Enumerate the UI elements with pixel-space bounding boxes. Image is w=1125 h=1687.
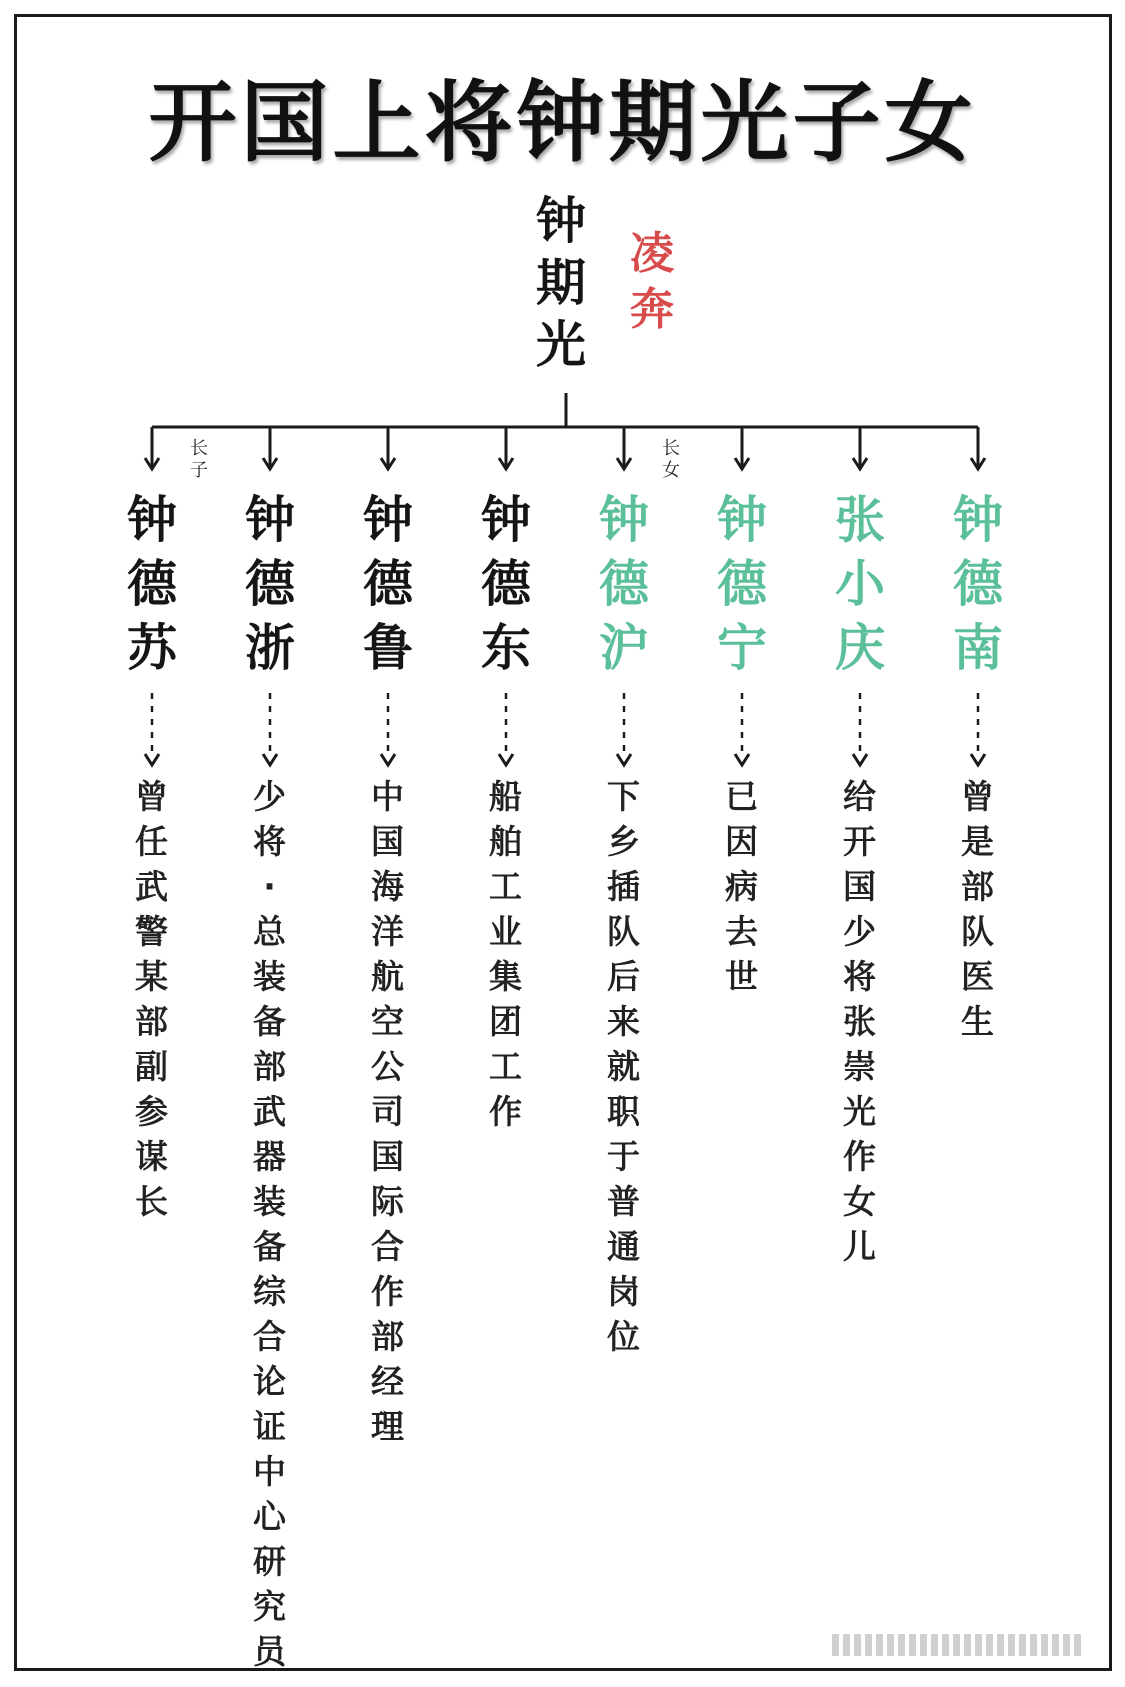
glyph: 任 [135,822,168,861]
glyph: 作 [371,1272,404,1311]
child-description [371,777,404,1446]
glyph: 副 [135,1047,168,1086]
glyph: 总 [253,912,286,951]
glyph: 南 [953,619,1003,677]
glyph: 钟 [536,192,586,250]
glyph: 张 [843,1002,876,1041]
glyph: 女 [662,460,680,481]
glyph: 研 [253,1542,286,1581]
glyph: 曾 [961,777,994,816]
glyph: 子 [190,460,208,481]
glyph: 公 [371,1047,404,1086]
rank-label [662,440,680,480]
glyph: 长 [662,438,680,459]
glyph: 中 [253,1452,286,1491]
child-name [481,491,531,677]
glyph: 团 [489,1002,522,1041]
glyph: 钟 [599,491,649,549]
glyph: 去 [725,912,758,951]
glyph: 少 [843,912,876,951]
glyph: 奔 [630,284,674,335]
glyph: 鲁 [363,619,413,677]
glyph: 崇 [843,1047,876,1086]
glyph: 世 [725,957,758,996]
glyph: 位 [607,1317,640,1356]
child-name [599,491,649,677]
glyph: 理 [371,1407,404,1446]
glyph: 航 [371,957,404,996]
glyph: 部 [253,1047,286,1086]
glyph: 普 [607,1182,640,1221]
glyph: 合 [371,1227,404,1266]
arrow-icon [617,754,631,765]
glyph: 浙 [245,619,295,677]
arrow-icon [735,754,749,765]
glyph: 钟 [363,491,413,549]
glyph: 德 [127,555,177,613]
child-name [953,491,1003,677]
glyph: 病 [725,867,758,906]
glyph: 究 [253,1587,286,1626]
child-description [253,777,286,1671]
glyph: 综 [253,1272,286,1311]
glyph: 开 [843,822,876,861]
glyph: 宁 [717,619,767,677]
glyph: 队 [607,912,640,951]
glyph: 经 [371,1362,404,1401]
glyph: 给 [843,777,876,816]
glyph: 部 [961,867,994,906]
glyph: 工 [489,1047,522,1086]
glyph: 作 [843,1137,876,1176]
glyph: 海 [371,867,404,906]
glyph: 德 [245,555,295,613]
glyph: 钟 [481,491,531,549]
child-name [127,491,177,677]
child-name [717,491,767,677]
glyph: 光 [536,316,586,374]
glyph: 岗 [607,1272,640,1311]
child-description [135,777,168,1221]
glyph: 苏 [127,619,177,677]
glyph: 德 [599,555,649,613]
glyph: 员 [253,1632,286,1671]
glyph: 心 [253,1497,286,1536]
arrow-icon [263,754,277,765]
glyph: 国 [371,822,404,861]
glyph: 德 [717,555,767,613]
glyph: 船 [489,777,522,816]
glyph: 论 [253,1362,286,1401]
glyph: 钟 [245,491,295,549]
glyph: 东 [481,619,531,677]
glyph: 队 [961,912,994,951]
glyph: 德 [363,555,413,613]
glyph: 参 [135,1092,168,1131]
arrow-icon [853,754,867,765]
glyph: 空 [371,1002,404,1041]
child-description [725,777,758,996]
glyph: 长 [135,1182,168,1221]
glyph: 已 [725,777,758,816]
glyph: 凌 [630,228,674,279]
glyph: 作 [489,1092,522,1131]
glyph: 德 [953,555,1003,613]
glyph: 医 [961,957,994,996]
glyph: 舶 [489,822,522,861]
glyph: 器 [253,1137,286,1176]
arrow-icon [499,754,513,765]
glyph: 国 [843,867,876,906]
glyph: 装 [253,1182,286,1221]
glyph: 长 [190,438,208,459]
glyph: 沪 [599,619,649,677]
glyph: 来 [607,1002,640,1041]
glyph: 生 [961,1002,994,1041]
chart-title: 开国上将钟期光子女 [148,70,977,174]
rank-label [190,440,208,480]
glyph: 将 [843,957,876,996]
glyph: 备 [253,1002,286,1041]
glyph: 钟 [953,491,1003,549]
glyph: 武 [253,1092,286,1131]
child-name [363,491,413,677]
glyph: 光 [843,1092,876,1131]
glyph: 于 [607,1137,640,1176]
glyph: 就 [607,1047,640,1086]
glyph: · [263,867,276,906]
child-description [607,777,640,1356]
glyph: 乡 [607,822,640,861]
glyph: 通 [607,1227,640,1266]
glyph: 曾 [135,777,168,816]
watermark [832,1634,1081,1656]
glyph: 女 [843,1182,876,1221]
glyph: 张 [835,491,885,549]
glyph: 儿 [843,1227,876,1266]
glyph: 业 [489,912,522,951]
glyph: 部 [371,1317,404,1356]
arrow-icon [145,754,159,765]
child-name [245,491,295,677]
glyph: 小 [835,555,885,613]
glyph: 警 [135,912,168,951]
glyph: 部 [135,1002,168,1041]
arrow-icon [971,754,985,765]
glyph: 际 [371,1182,404,1221]
glyph: 因 [725,822,758,861]
glyph: 备 [253,1227,286,1266]
child-description [489,777,522,1131]
arrow-icon [381,754,395,765]
glyph: 国 [371,1137,404,1176]
glyph: 集 [489,957,522,996]
glyph: 下 [607,777,640,816]
glyph: 后 [607,957,640,996]
glyph: 证 [253,1407,286,1446]
glyph: 德 [481,555,531,613]
child-description [961,777,994,1041]
glyph: 插 [607,867,640,906]
child-name [835,491,885,677]
glyph: 洋 [371,912,404,951]
glyph: 中 [371,777,404,816]
glyph: 庆 [835,619,885,677]
glyph: 工 [489,867,522,906]
glyph: 司 [371,1092,404,1131]
glyph: 钟 [127,491,177,549]
glyph: 将 [253,822,286,861]
glyph: 期 [536,254,586,312]
glyph: 某 [135,957,168,996]
glyph: 合 [253,1317,286,1356]
glyph: 职 [607,1092,640,1131]
glyph: 钟 [717,491,767,549]
glyph: 装 [253,957,286,996]
glyph: 谋 [135,1137,168,1176]
child-description [843,777,876,1266]
glyph: 少 [253,777,286,816]
glyph: 是 [961,822,994,861]
glyph: 武 [135,867,168,906]
